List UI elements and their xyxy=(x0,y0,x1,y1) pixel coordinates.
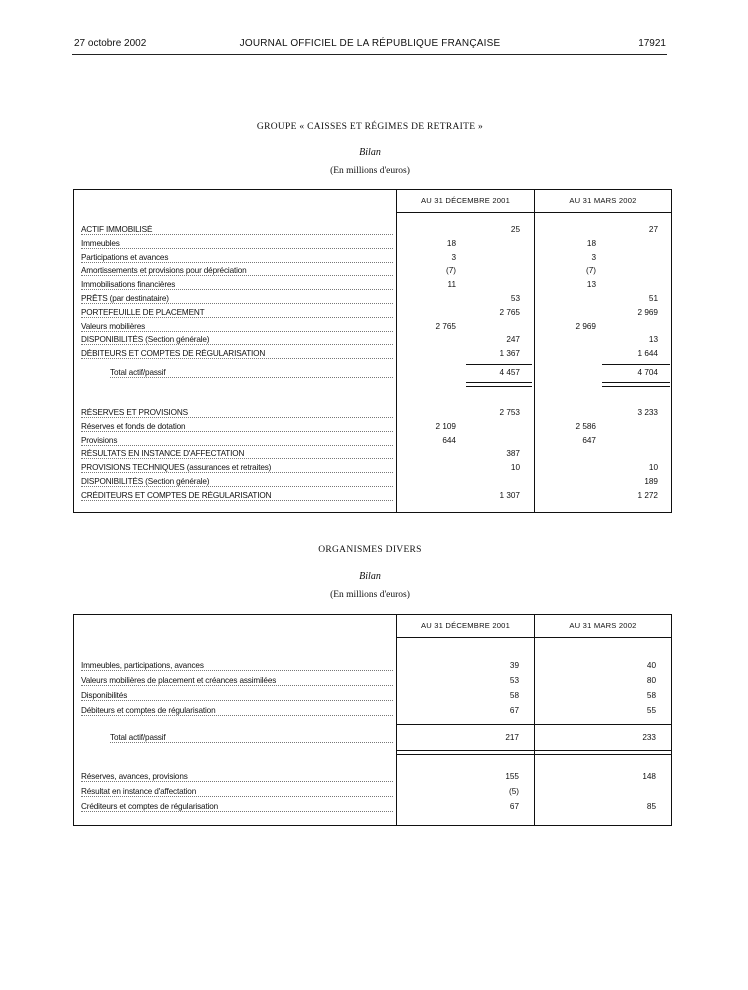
row-label-wrap xyxy=(81,335,393,348)
row-label-wrap xyxy=(110,368,393,381)
table-row xyxy=(74,706,671,719)
table-row xyxy=(74,691,671,704)
table-row xyxy=(74,463,671,476)
row-label-wrap xyxy=(81,225,393,238)
leader-dots xyxy=(81,715,393,716)
table-row xyxy=(74,787,671,800)
column-header-mar-2002: AU 31 MARS 2002 xyxy=(569,621,637,630)
total-value-mar-2002: 3 233 xyxy=(637,408,658,417)
row-label-wrap xyxy=(81,408,393,421)
row-label: DISPONIBILITÉS (Section générale) xyxy=(81,477,210,486)
total-value-dec-2001: 387 xyxy=(506,449,520,459)
total-dec-2001: 4 457 xyxy=(499,368,520,377)
total-dec-2001: 217 xyxy=(505,733,519,742)
total-value-mar-2002: 10 xyxy=(648,463,658,473)
leader-dots xyxy=(110,742,393,743)
page-header xyxy=(74,38,666,58)
sum-rule xyxy=(535,724,671,725)
value-mar-2002: 55 xyxy=(646,706,656,715)
detail-value-mar-2002: 18 xyxy=(586,238,596,248)
leader-dots xyxy=(81,303,393,304)
row-label-wrap xyxy=(81,322,393,335)
detail-value-dec-2001: 18 xyxy=(446,238,456,248)
row-label: Créditeurs et comptes de régularisation xyxy=(81,802,219,811)
total-row xyxy=(74,733,671,746)
leader-dots xyxy=(81,472,393,473)
table-row xyxy=(74,349,671,362)
row-label-wrap xyxy=(81,239,393,252)
leader-dots xyxy=(81,670,393,671)
row-label: Provisions xyxy=(81,435,118,445)
total-value-dec-2001: 25 xyxy=(510,225,520,234)
row-label: Participations et avances xyxy=(81,252,169,262)
table-row xyxy=(74,280,671,293)
row-label-wrap xyxy=(110,733,393,746)
leader-dots xyxy=(81,685,393,686)
section1-subtitle: Bilan xyxy=(359,147,381,158)
row-label: Valeurs mobilières xyxy=(81,321,146,331)
total-value-mar-2002: 1 272 xyxy=(637,490,658,500)
table-row xyxy=(74,294,671,307)
table-row xyxy=(74,802,671,815)
total-value-mar-2002: 51 xyxy=(648,294,658,303)
double-rule xyxy=(397,750,534,755)
section2-subtitle: Bilan xyxy=(359,571,381,582)
row-label: Immeubles, participations, avances xyxy=(81,661,204,670)
row-label: PORTEFEUILLE DE PLACEMENT xyxy=(81,307,205,317)
row-label: Valeurs mobilières de placement et créances assimilées xyxy=(81,676,277,685)
row-label: Immobilisations financières xyxy=(81,280,176,290)
row-label-wrap xyxy=(81,691,393,704)
value-mar-2002: 80 xyxy=(646,676,656,685)
header-date: 27 octobre 2002 xyxy=(74,38,147,49)
leader-dots xyxy=(81,248,393,249)
table-row xyxy=(74,661,671,674)
value-dec-2001: 53 xyxy=(509,676,519,685)
value-mar-2002: 58 xyxy=(646,691,656,700)
row-label-wrap xyxy=(81,266,393,279)
value-dec-2001: (5) xyxy=(508,787,519,796)
total-value-dec-2001: 2 765 xyxy=(499,307,520,317)
row-label: Immeubles xyxy=(81,238,120,248)
leader-dots xyxy=(81,796,393,797)
leader-dots xyxy=(81,275,393,276)
table-row xyxy=(74,408,671,421)
row-label-wrap xyxy=(81,436,393,449)
row-label-wrap xyxy=(81,308,393,321)
leader-dots xyxy=(81,358,393,359)
detail-value-mar-2002: 2 969 xyxy=(575,321,596,331)
row-label: CRÉDITEURS ET COMPTES DE RÉGULARISATION xyxy=(81,490,272,500)
row-label-wrap xyxy=(81,422,393,435)
leader-dots xyxy=(81,458,393,459)
row-label-wrap xyxy=(81,294,393,307)
total-value-dec-2001: 1 367 xyxy=(499,349,520,359)
table-row xyxy=(74,239,671,252)
total-row xyxy=(74,368,671,381)
row-label-wrap xyxy=(81,661,393,674)
row-label: Réserves et fonds de dotation xyxy=(81,421,186,431)
row-label: PRÊTS (par destinataire) xyxy=(81,294,169,303)
value-dec-2001: 67 xyxy=(509,706,519,715)
total-value-mar-2002: 27 xyxy=(648,225,658,234)
row-label-wrap xyxy=(81,802,393,815)
row-label: DISPONIBILITÉS (Section générale) xyxy=(81,335,210,345)
row-label-wrap xyxy=(81,449,393,462)
detail-value-mar-2002: 647 xyxy=(582,435,596,445)
total-value-dec-2001: 247 xyxy=(506,335,520,345)
value-dec-2001: 67 xyxy=(509,802,519,811)
column-header-dec-2001: AU 31 DÉCEMBRE 2001 xyxy=(420,196,511,205)
row-label-wrap xyxy=(81,676,393,689)
leader-dots xyxy=(110,377,393,378)
row-label-wrap xyxy=(81,463,393,476)
section1-title: GROUPE « CAISSES ET RÉGIMES DE RETRAITE » xyxy=(256,122,484,132)
detail-value-dec-2001: 11 xyxy=(447,280,456,290)
leader-dots xyxy=(81,344,393,345)
row-label: PROVISIONS TECHNIQUES (assurances et retraites) xyxy=(81,463,272,473)
row-label: Réserves, avances, provisions xyxy=(81,772,188,781)
detail-value-mar-2002: 13 xyxy=(586,280,596,290)
column-header-dec-2001: AU 31 DÉCEMBRE 2001 xyxy=(420,621,511,630)
row-label: Total actif/passif xyxy=(110,733,166,742)
table-row xyxy=(74,772,671,785)
total-value-dec-2001: 10 xyxy=(510,463,520,473)
total-value-mar-2002: 2 969 xyxy=(637,307,658,317)
total-mar-2002: 233 xyxy=(642,733,656,742)
table-row xyxy=(74,266,671,279)
row-label: Résultat en instance d'affectation xyxy=(81,787,197,796)
total-value-mar-2002: 189 xyxy=(644,477,658,486)
detail-value-mar-2002: 2 586 xyxy=(575,421,596,431)
value-dec-2001: 155 xyxy=(505,772,519,781)
table-caisses-retraite xyxy=(73,189,672,513)
total-value-dec-2001: 1 307 xyxy=(499,490,520,500)
leader-dots xyxy=(81,700,393,701)
detail-value-mar-2002: (7) xyxy=(585,266,596,276)
table-row xyxy=(74,225,671,238)
leader-dots xyxy=(81,417,393,418)
leader-dots xyxy=(81,781,393,782)
table-organismes-divers xyxy=(73,614,672,826)
table-row xyxy=(74,322,671,335)
row-label-wrap xyxy=(81,280,393,293)
leader-dots xyxy=(81,486,393,487)
detail-value-mar-2002: 3 xyxy=(591,252,596,262)
detail-value-dec-2001: 2 765 xyxy=(435,321,456,331)
row-label-wrap xyxy=(81,253,393,266)
value-mar-2002: 85 xyxy=(646,802,656,811)
row-label-wrap xyxy=(81,772,393,785)
header-rule xyxy=(396,637,671,638)
header-rule xyxy=(396,212,671,213)
detail-value-dec-2001: (7) xyxy=(445,266,456,276)
table-row xyxy=(74,491,671,504)
row-label: DÉBITEURS ET COMPTES DE RÉGULARISATION xyxy=(81,349,266,359)
detail-value-dec-2001: 644 xyxy=(442,435,456,445)
column-header-mar-2002: AU 31 MARS 2002 xyxy=(569,196,637,205)
row-label-wrap xyxy=(81,491,393,504)
table-row xyxy=(74,676,671,689)
total-value-mar-2002: 1 644 xyxy=(637,349,658,359)
double-rule xyxy=(466,382,532,387)
row-label: Total actif/passif xyxy=(110,368,166,377)
leader-dots xyxy=(81,811,393,812)
row-label-wrap xyxy=(81,787,393,800)
table-row xyxy=(74,308,671,321)
value-dec-2001: 58 xyxy=(509,691,519,700)
section2-unit: (En millions d'euros) xyxy=(330,590,410,600)
value-mar-2002: 148 xyxy=(642,772,656,781)
sum-rule xyxy=(466,364,532,365)
row-label: ACTIF IMMOBILISÉ xyxy=(81,225,153,234)
table-row xyxy=(74,253,671,266)
detail-value-dec-2001: 3 xyxy=(451,252,456,262)
leader-dots xyxy=(81,234,393,235)
journal-title: JOURNAL OFFICIEL DE LA RÉPUBLIQUE FRANÇAISE xyxy=(239,38,501,49)
section2-title: ORGANISMES DIVERS xyxy=(318,545,422,555)
table-row xyxy=(74,422,671,435)
table-row xyxy=(74,449,671,462)
double-rule xyxy=(535,750,671,755)
double-rule xyxy=(602,382,670,387)
row-label: RÉSULTATS EN INSTANCE D'AFFECTATION xyxy=(81,449,245,459)
row-label-wrap xyxy=(81,706,393,719)
total-value-mar-2002: 13 xyxy=(648,335,658,345)
detail-value-dec-2001: 2 109 xyxy=(435,421,456,431)
sum-rule xyxy=(397,724,534,725)
total-mar-2002: 4 704 xyxy=(637,368,658,377)
leader-dots xyxy=(81,445,393,446)
total-value-dec-2001: 2 753 xyxy=(499,408,520,417)
sum-rule xyxy=(602,364,670,365)
table-row xyxy=(74,335,671,348)
table-row xyxy=(74,436,671,449)
row-label-wrap xyxy=(81,349,393,362)
table-row xyxy=(74,477,671,490)
total-value-dec-2001: 53 xyxy=(510,294,520,303)
header-rule xyxy=(72,54,667,55)
row-label: Amortissements et provisions pour dépréciation xyxy=(81,266,247,276)
row-label-wrap xyxy=(81,477,393,490)
row-label: Débiteurs et comptes de régularisation xyxy=(81,706,216,715)
value-mar-2002: 40 xyxy=(646,661,656,670)
value-dec-2001: 39 xyxy=(509,661,519,670)
section1-unit: (En millions d'euros) xyxy=(330,166,410,176)
page-number: 17921 xyxy=(638,38,666,49)
row-label: RÉSERVES ET PROVISIONS xyxy=(81,408,188,417)
row-label: Disponibilités xyxy=(81,691,128,700)
leader-dots xyxy=(81,289,393,290)
